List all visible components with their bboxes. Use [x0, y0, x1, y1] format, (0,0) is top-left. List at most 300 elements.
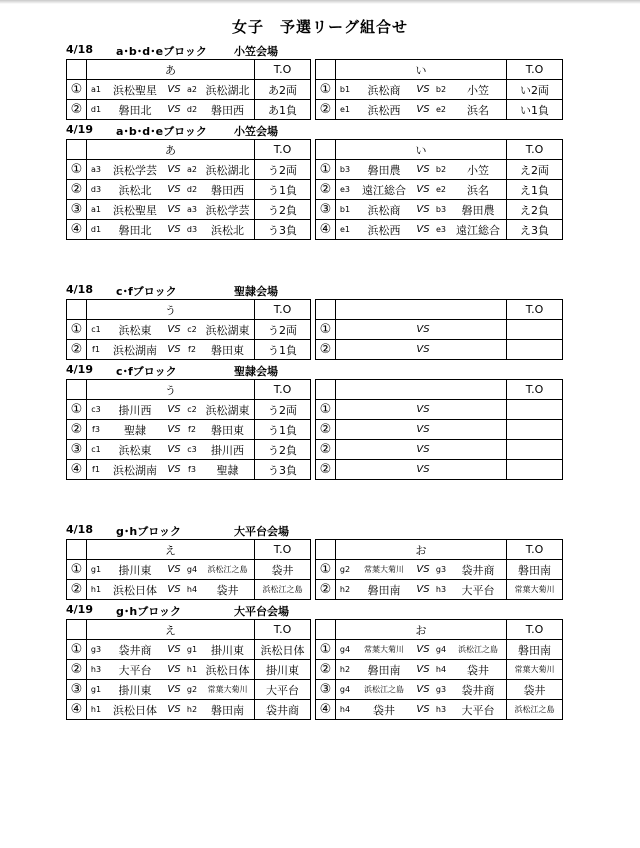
match-number: ①	[67, 560, 87, 580]
team-code-away: a2	[187, 85, 197, 94]
match-teams	[336, 580, 506, 599]
vs-label: VS	[167, 664, 181, 675]
match-teams	[87, 220, 254, 239]
match-table	[66, 539, 563, 600]
vs-label: VS	[416, 84, 430, 95]
match-number: ③	[316, 680, 336, 700]
team-away: 浜松日体	[205, 663, 250, 677]
match-cell	[87, 700, 255, 720]
vs-label: VS	[167, 584, 181, 595]
referee-cell	[507, 340, 563, 360]
section-block: c･fブロック	[116, 285, 177, 298]
match-teams	[87, 460, 254, 479]
section-block: a･b･d･eブロック	[116, 125, 207, 138]
match-cell	[87, 320, 255, 340]
team-code-home: a3	[91, 165, 101, 174]
section-venue: 聖隷会場	[234, 285, 278, 298]
group-header-row	[67, 60, 563, 80]
match-number: ①	[316, 400, 336, 420]
match-row	[67, 220, 563, 240]
header-blank	[316, 540, 336, 560]
team-code-away: b2	[435, 85, 447, 94]
team-home: 浜松江之島	[364, 685, 404, 694]
match-number: ②	[67, 340, 87, 360]
header-blank	[316, 620, 336, 640]
vs-label: VS	[167, 684, 181, 695]
match-teams	[87, 640, 254, 659]
match-cell	[87, 160, 255, 180]
to-header-right: T.O	[507, 140, 563, 160]
match-teams	[336, 560, 506, 579]
team-home: 常葉大菊川	[364, 565, 404, 574]
team-code-home: a1	[91, 85, 101, 94]
section-venue: 聖隷会場	[234, 365, 278, 378]
team-code-away: h3	[435, 705, 447, 714]
group-name-left: あ	[87, 60, 255, 80]
referee-cell: え2両	[507, 160, 563, 180]
match-number: ②	[316, 420, 336, 440]
section-date: 4/18	[66, 43, 93, 56]
match-cell	[87, 200, 255, 220]
match-row	[67, 100, 563, 120]
match-cell	[87, 680, 255, 700]
referee-cell: う1負	[255, 180, 311, 200]
vs-label: VS	[167, 344, 181, 355]
group-name-left: う	[87, 300, 255, 320]
team-code-home: d1	[90, 105, 102, 114]
match-row	[67, 700, 563, 720]
team-code-away: f2	[188, 425, 196, 434]
team-code-away: g2	[186, 685, 198, 694]
match-number: ②	[67, 180, 87, 200]
match-teams	[336, 220, 506, 239]
referee-cell	[507, 320, 563, 340]
team-home: 浜松北	[118, 183, 152, 197]
team-home: 浜松西	[367, 103, 401, 117]
header-blank	[67, 540, 87, 560]
to-header-right: T.O	[507, 620, 563, 640]
team-home: 浜松湖南	[113, 343, 157, 357]
team-code-away: e2	[435, 185, 446, 194]
team-code-home: d3	[90, 185, 102, 194]
referee-cell: う2両	[255, 160, 311, 180]
referee-cell: い1負	[507, 100, 563, 120]
section-block: a･b･d･eブロック	[116, 45, 207, 58]
group-name-right	[336, 380, 507, 400]
team-code-away: c3	[187, 445, 197, 454]
match-number: ②	[67, 580, 87, 600]
match-number: ①	[316, 80, 336, 100]
team-code-home: c3	[91, 405, 101, 414]
match-cell	[336, 180, 507, 200]
team-away: 掛川西	[211, 443, 244, 457]
team-away: 磐田南	[211, 703, 244, 717]
match-number: ②	[316, 180, 336, 200]
match-cell	[87, 580, 255, 600]
team-code-home: b3	[339, 165, 351, 174]
team-away: 磐田農	[461, 203, 495, 217]
team-away: 浜松江之島	[207, 565, 248, 574]
vs-label: VS	[167, 564, 181, 575]
team-home: 浜松商	[367, 83, 401, 97]
match-teams	[336, 180, 506, 199]
section-header	[66, 280, 562, 299]
match-cell	[336, 340, 507, 360]
team-home: 掛川西	[118, 403, 152, 417]
team-code-home: h4	[339, 705, 351, 714]
to-header-left: T.O	[255, 620, 311, 640]
schedule-section	[66, 600, 562, 720]
match-teams	[336, 420, 506, 439]
match-cell	[336, 680, 507, 700]
team-away: 掛川東	[211, 643, 244, 657]
referee-cell: う2両	[255, 320, 311, 340]
team-code-away: c2	[187, 405, 197, 414]
match-number: ②	[316, 580, 336, 600]
match-number: ①	[67, 400, 87, 420]
match-cell	[336, 660, 507, 680]
match-teams	[87, 80, 254, 99]
vs-label: VS	[167, 444, 181, 455]
referee-cell	[507, 420, 563, 440]
team-home: 磐田北	[118, 223, 152, 237]
team-home: 磐田南	[367, 583, 401, 597]
to-header-left: T.O	[255, 140, 311, 160]
team-home: 掛川東	[118, 683, 152, 697]
match-cell	[87, 220, 255, 240]
match-cell	[336, 440, 507, 460]
match-teams	[87, 700, 254, 719]
vs-label: VS	[167, 404, 181, 415]
match-teams	[336, 400, 506, 419]
match-number: ②	[67, 100, 87, 120]
match-cell	[87, 420, 255, 440]
team-code-away: h4	[186, 585, 198, 594]
vs-label: VS	[167, 164, 181, 175]
group-header-row	[67, 540, 563, 560]
match-number: ④	[67, 700, 87, 720]
match-number: ②	[316, 460, 336, 480]
team-code-away: g3	[435, 565, 447, 574]
referee-cell: う1負	[255, 340, 311, 360]
referee-cell: 浜松江之島	[507, 700, 563, 720]
team-away: 浜松湖北	[205, 83, 250, 97]
match-teams	[87, 560, 254, 579]
schedule-section	[66, 280, 562, 360]
match-teams	[336, 460, 506, 479]
match-table	[66, 299, 563, 360]
team-home: 浜松西	[367, 223, 401, 237]
team-code-home: f1	[92, 345, 100, 354]
vs-label: VS	[416, 584, 430, 595]
section-date: 4/18	[66, 283, 93, 296]
team-home: 磐田南	[367, 663, 401, 677]
team-code-home: e1	[339, 225, 350, 234]
match-teams	[87, 660, 254, 679]
referee-cell: い2両	[507, 80, 563, 100]
match-row	[67, 680, 563, 700]
team-home: 浜松湖南	[113, 463, 157, 477]
header-blank	[67, 60, 87, 80]
team-code-away: h4	[435, 665, 447, 674]
vs-label: VS	[167, 204, 181, 215]
team-code-away: g3	[435, 685, 447, 694]
team-code-home: g3	[90, 645, 102, 654]
referee-cell: 磐田南	[507, 640, 563, 660]
match-cell	[87, 400, 255, 420]
match-teams	[87, 160, 254, 179]
team-away: 袋井	[216, 583, 239, 597]
team-code-home: e3	[339, 185, 350, 194]
match-cell	[336, 400, 507, 420]
group-header-row	[67, 140, 563, 160]
team-home: 浜松聖星	[113, 203, 157, 217]
team-code-home: h1	[90, 585, 102, 594]
match-table	[66, 619, 563, 720]
vs-label: VS	[167, 224, 181, 235]
vs-label: VS	[167, 644, 181, 655]
team-code-home: b1	[339, 205, 351, 214]
match-cell	[336, 80, 507, 100]
match-table	[66, 379, 563, 480]
vs-label: VS	[416, 704, 430, 715]
match-teams	[336, 660, 506, 679]
team-away: 浜松湖東	[205, 323, 250, 337]
match-row	[67, 400, 563, 420]
to-header-right: T.O	[507, 300, 563, 320]
referee-cell: あ1負	[255, 100, 311, 120]
team-away: 磐田西	[211, 103, 244, 117]
team-code-home: g4	[339, 645, 351, 654]
team-code-home: f3	[92, 425, 100, 434]
schedule-section	[66, 40, 562, 120]
match-number: ②	[67, 660, 87, 680]
team-home: 浜松東	[118, 443, 152, 457]
referee-cell: 袋井商	[255, 700, 311, 720]
match-number: ①	[316, 160, 336, 180]
match-row	[67, 660, 563, 680]
vs-label: VS	[416, 444, 430, 455]
match-teams	[336, 160, 506, 179]
referee-cell: う2負	[255, 440, 311, 460]
team-code-away: h1	[186, 665, 198, 674]
section-header	[66, 40, 562, 59]
vs-label: VS	[416, 324, 430, 335]
team-away: 浜松湖東	[205, 403, 250, 417]
team-away: 浜名	[467, 183, 489, 197]
referee-cell: 浜松日体	[255, 640, 311, 660]
match-teams	[87, 320, 254, 339]
match-teams	[336, 680, 506, 699]
referee-cell	[507, 460, 563, 480]
team-home: 浜松東	[118, 323, 152, 337]
vs-label: VS	[167, 424, 181, 435]
match-teams	[87, 680, 254, 699]
match-row	[67, 580, 563, 600]
match-number: ③	[67, 440, 87, 460]
section-header	[66, 520, 562, 539]
vs-label: VS	[416, 664, 430, 675]
match-cell	[87, 660, 255, 680]
team-code-away: a2	[187, 165, 197, 174]
to-header-right: T.O	[507, 60, 563, 80]
match-number: ②	[67, 420, 87, 440]
team-code-away: c2	[187, 325, 197, 334]
group-header-row	[67, 380, 563, 400]
section-date: 4/19	[66, 603, 93, 616]
match-number: ②	[316, 340, 336, 360]
group-header-row	[67, 620, 563, 640]
referee-cell	[507, 440, 563, 460]
schedule-section	[66, 360, 562, 480]
team-code-home: f1	[92, 465, 100, 474]
referee-cell: う3負	[255, 460, 311, 480]
vs-label: VS	[167, 104, 181, 115]
match-number: ①	[67, 640, 87, 660]
section-header	[66, 360, 562, 379]
schedule-section	[66, 520, 562, 600]
referee-cell: 浜松江之島	[255, 580, 311, 600]
team-away: 浜松北	[211, 223, 244, 237]
match-teams	[87, 200, 254, 219]
team-home: 聖隷	[124, 423, 146, 437]
match-number: ①	[67, 160, 87, 180]
match-number: ①	[316, 640, 336, 660]
vs-label: VS	[416, 224, 430, 235]
match-number: ④	[316, 700, 336, 720]
team-code-home: h2	[339, 585, 351, 594]
section-block: g･hブロック	[116, 525, 181, 538]
match-number: ③	[67, 680, 87, 700]
match-table	[66, 59, 563, 120]
group-name-right: い	[336, 60, 507, 80]
match-row	[67, 340, 563, 360]
section-venue: 大平台会場	[234, 525, 289, 538]
referee-cell: う1負	[255, 420, 311, 440]
team-home: 浜松学芸	[113, 163, 157, 177]
match-teams	[336, 340, 506, 359]
team-code-home: h2	[339, 665, 351, 674]
schedule-section	[66, 120, 562, 240]
team-home: 浜松日体	[113, 703, 157, 717]
header-blank	[316, 60, 336, 80]
vs-label: VS	[167, 84, 181, 95]
header-blank	[67, 380, 87, 400]
team-code-away: f3	[188, 465, 196, 474]
team-home: 袋井	[373, 703, 395, 717]
to-header-right: T.O	[507, 540, 563, 560]
team-away: 袋井商	[461, 563, 495, 577]
section-block: c･fブロック	[116, 365, 177, 378]
match-teams	[87, 180, 254, 199]
team-code-home: g2	[339, 565, 351, 574]
team-away: 浜松学芸	[205, 203, 250, 217]
team-home: 浜松聖星	[113, 83, 157, 97]
team-code-home: h1	[90, 705, 102, 714]
referee-cell: 磐田南	[507, 560, 563, 580]
match-number: ②	[316, 100, 336, 120]
match-cell	[336, 100, 507, 120]
team-code-home: c1	[91, 325, 101, 334]
team-code-away: g1	[186, 645, 198, 654]
vs-label: VS	[416, 164, 430, 175]
match-cell	[87, 640, 255, 660]
group-name-left: う	[87, 380, 255, 400]
group-name-left: え	[87, 540, 255, 560]
team-code-away: h3	[435, 585, 447, 594]
section-block: g･hブロック	[116, 605, 181, 618]
team-code-home: b1	[339, 85, 351, 94]
vs-label: VS	[416, 404, 430, 415]
vs-label: VS	[167, 184, 181, 195]
header-blank	[67, 300, 87, 320]
referee-cell: 掛川東	[255, 660, 311, 680]
match-table	[66, 139, 563, 240]
team-away: 遠江総合	[456, 223, 500, 237]
match-teams	[87, 100, 254, 119]
match-teams	[336, 440, 506, 459]
section-date: 4/18	[66, 523, 93, 536]
vs-label: VS	[167, 324, 181, 335]
team-home: 遠江総合	[362, 183, 406, 197]
team-code-away: h2	[186, 705, 198, 714]
referee-cell: あ2両	[255, 80, 311, 100]
referee-cell: え2負	[507, 200, 563, 220]
team-away: 小笠	[467, 83, 489, 97]
team-code-home: g4	[339, 685, 351, 694]
match-row	[67, 560, 563, 580]
to-header-left: T.O	[255, 300, 311, 320]
match-row	[67, 320, 563, 340]
match-cell	[336, 200, 507, 220]
team-code-home: e1	[339, 105, 350, 114]
referee-cell: 袋井	[255, 560, 311, 580]
referee-cell: う2両	[255, 400, 311, 420]
match-teams	[336, 100, 506, 119]
match-cell	[336, 220, 507, 240]
group-name-right: お	[336, 620, 507, 640]
match-row	[67, 440, 563, 460]
vs-label: VS	[416, 424, 430, 435]
match-cell	[87, 180, 255, 200]
group-header-row	[67, 300, 563, 320]
team-code-away: d2	[186, 185, 198, 194]
header-blank	[316, 140, 336, 160]
match-row	[67, 180, 563, 200]
team-code-home: h3	[90, 665, 102, 674]
match-row	[67, 160, 563, 180]
team-away: 浜松湖北	[205, 163, 250, 177]
match-cell	[87, 460, 255, 480]
team-code-away: a3	[187, 205, 197, 214]
referee-cell: 袋井	[507, 680, 563, 700]
team-home: 浜松日体	[113, 583, 157, 597]
team-away: 袋井商	[461, 683, 495, 697]
match-cell	[336, 640, 507, 660]
match-teams	[87, 340, 254, 359]
team-home: 袋井商	[118, 643, 152, 657]
to-header-right: T.O	[507, 380, 563, 400]
team-home: 大平台	[118, 663, 152, 677]
match-row	[67, 460, 563, 480]
match-teams	[87, 420, 254, 439]
team-code-home: g1	[90, 685, 102, 694]
match-number: ③	[67, 200, 87, 220]
match-teams	[87, 440, 254, 459]
team-code-away: b3	[435, 205, 447, 214]
team-code-away: e3	[435, 225, 446, 234]
team-away: 磐田西	[211, 183, 244, 197]
